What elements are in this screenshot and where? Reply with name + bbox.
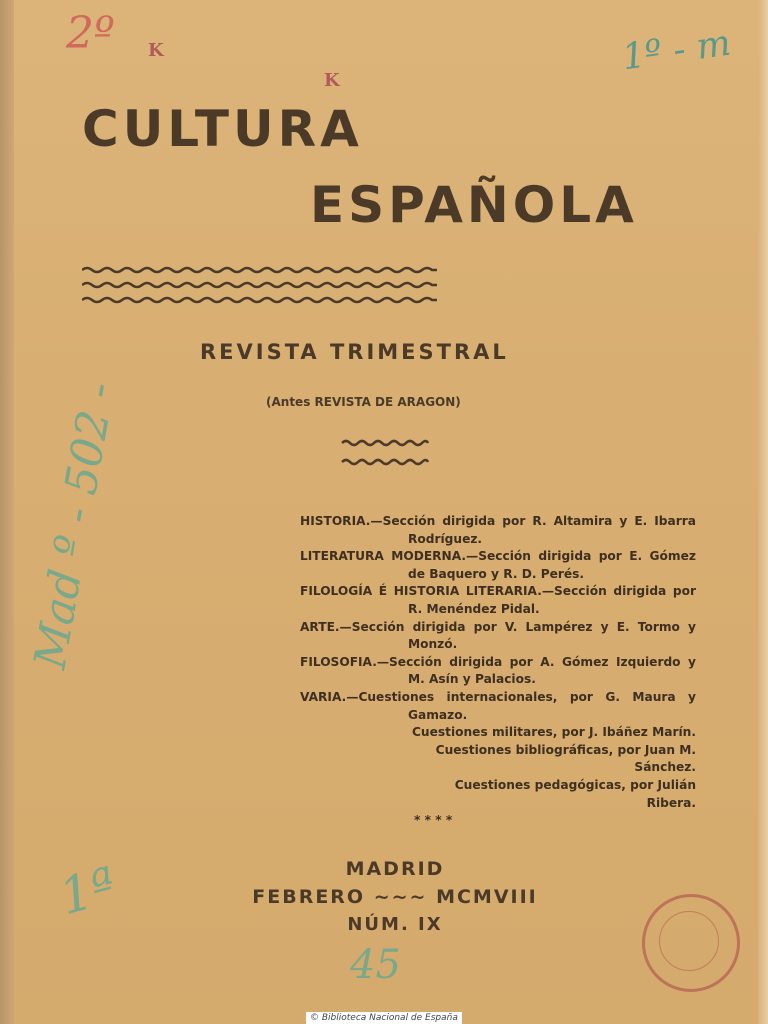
contents-entry: VARIA.—Cuestiones internacionales, por G. Maura y Gamazo. <box>300 689 696 722</box>
previous-name: (Antes REVISTA DE ARAGON) <box>266 395 461 409</box>
contents-entry: FILOSOFIA.—Sección dirigida por A. Gómez Izquierdo y M. Asín y Palacios. <box>300 654 696 687</box>
end-ornament: * * * * <box>414 813 453 828</box>
imprint-issue: NÚM. IX <box>347 914 443 935</box>
letter-k-left: K <box>148 40 164 61</box>
library-stamp <box>642 894 740 992</box>
title-line-2: ESPAÑOLA <box>310 176 638 234</box>
right-edge <box>758 0 768 1024</box>
handwritten-top-left: 2º <box>66 8 115 59</box>
wavy-rule-2 <box>82 280 437 290</box>
contents-entry: HISTORIA.—Sección dirigida por R. Altamira y E. Ibarra Rodríguez. <box>300 514 696 546</box>
ornament-rule-2 <box>340 458 430 466</box>
handwritten-bottom-center: 45 <box>350 942 401 988</box>
ornament-rule-1 <box>340 439 430 447</box>
stamp-inner-ring <box>659 911 719 971</box>
wavy-rule-1 <box>82 265 437 275</box>
varia-item: Cuestiones bibliográficas, por Juan M. Sánchez. <box>435 742 696 775</box>
imprint-date: FEBRERO ~~~ MCMVIII <box>252 886 538 908</box>
varia-item: Cuestiones pedagógicas, por Julián Ribera. <box>454 777 696 810</box>
spine-edge <box>0 0 14 1024</box>
handwritten-top-right: 1º - m <box>619 22 734 79</box>
contents-entry: FILOLOGÍA É HISTORIA LITERARIA.—Sección dirigida por R. Menéndez Pidal. <box>300 584 696 616</box>
varia-item: Cuestiones militares, por J. Ibáñez Marín. <box>411 725 696 740</box>
letter-k-center: K <box>324 70 340 91</box>
copyright-footer: © Biblioteca Nacional de España <box>306 1012 462 1024</box>
imprint-city: MADRID <box>345 858 445 880</box>
title-line-1: CULTURA <box>82 100 363 158</box>
handwritten-bottom-left: 1ª <box>53 855 123 927</box>
subtitle: REVISTA TRIMESTRAL <box>200 340 509 364</box>
contents-entry: ARTE.—Sección dirigida por V. Lampérez y E. Tormo y Monzó. <box>300 619 696 652</box>
contents-entry: LITERATURA MODERNA.—Sección dirigida por E. Gómez de Baquero y R. D. Perés. <box>300 549 696 581</box>
handwritten-side: Mad º - 502 - <box>24 378 126 673</box>
wavy-rule-3 <box>82 295 437 305</box>
table-of-contents <box>300 513 696 830</box>
